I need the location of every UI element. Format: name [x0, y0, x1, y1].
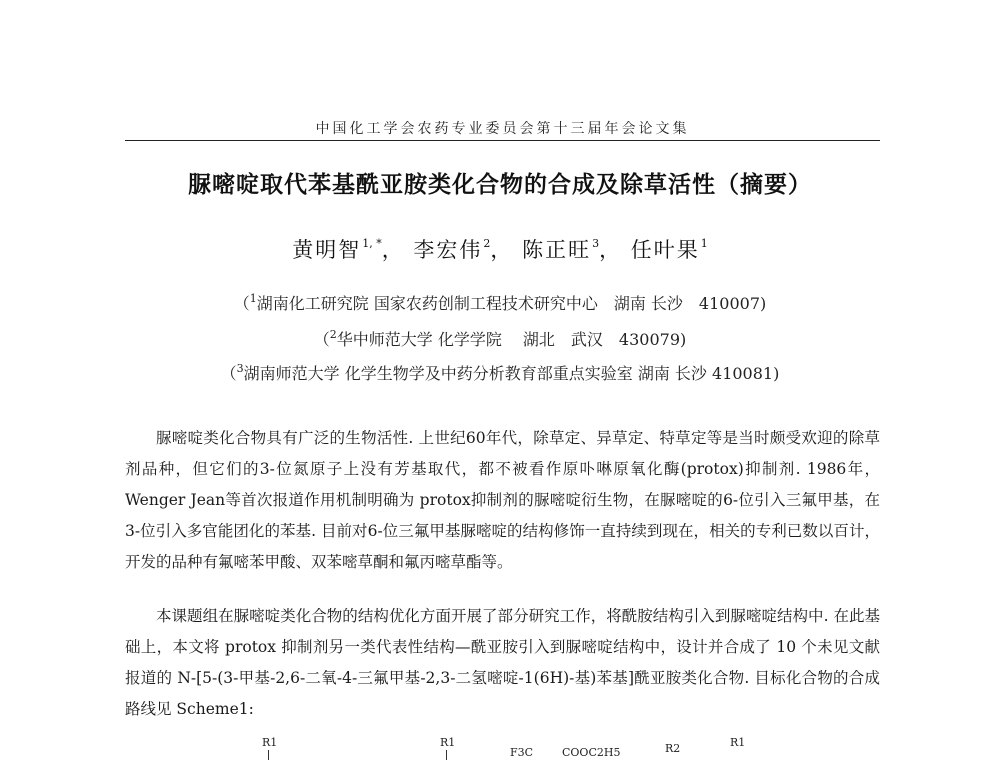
body-paragraph-2 [125, 601, 880, 725]
author-name: 黄明智 [292, 238, 362, 262]
scheme-bond [268, 750, 269, 760]
author-name: 任叶果 [630, 238, 700, 262]
author-separator: ， [490, 238, 514, 262]
author-separator: ， [599, 238, 623, 262]
affiliation-2 [100, 327, 900, 350]
affiliation-text: 湖南化工研究院 国家农药创制工程技术研究中心 湖南 长沙 410007) [256, 294, 767, 313]
running-header: 中国化工学会农药专业委员会第十三届年会论文集 [315, 121, 690, 137]
scheme-label: R1 [440, 736, 456, 749]
scheme-1-fragment [240, 736, 760, 760]
affiliation-3 [100, 361, 900, 384]
author-affil-mark: 3 [592, 237, 600, 250]
author-separator: ， [381, 238, 405, 262]
scheme-label: COOC2H5 [562, 746, 621, 759]
scheme-label: F3C [510, 746, 534, 759]
author-affil-mark: 1 [700, 237, 708, 250]
author-affil-mark: 2 [483, 237, 491, 250]
affiliation-number: 2 [329, 328, 337, 341]
body-paragraph-1 [125, 423, 880, 578]
scheme-label: R1 [730, 736, 746, 749]
scheme-bond [446, 750, 447, 760]
affiliation-open-paren: （ [233, 294, 250, 313]
header-rule [125, 140, 880, 141]
affiliation-text: 华中师范大学 化学学院 湖北 武汉 430079) [336, 330, 687, 349]
affiliation-number: 1 [249, 292, 257, 305]
affiliation-open-paren: （ [220, 364, 237, 383]
author-list [100, 234, 900, 264]
scheme-label: R2 [665, 742, 681, 755]
scheme-label: R1 [262, 736, 278, 749]
paper-title: 脲嘧啶取代苯基酰亚胺类化合物的合成及除草活性（摘要） [188, 172, 812, 198]
affiliation-1 [100, 291, 900, 314]
affiliation-text: 湖南师范大学 化学生物学及中药分析教育部重点实验室 湖南 长沙 410081) [243, 364, 780, 383]
affiliation-number: 3 [236, 362, 244, 375]
affiliation-open-paren: （ [313, 330, 330, 349]
author-name: 李宏伟 [413, 238, 483, 262]
author-affil-mark: 1, * [362, 237, 382, 250]
paragraph-text: 脲嘧啶类化合物具有广泛的生物活性. 上世纪60年代，除草定、异草定、特草定等是当时颇受欢迎的除草剂品种，但它们的3-位氮原子上没有芳基取代，都不被看作原卟啉原氧化酶(protox)抑制剂. 1986年，Wenger Jean等首次报道作用机制明确为 protox抑制剂的脲嘧啶衍生物，在脲嘧啶的6-位引入三氟甲基，在3-位引入多官能团化的苯基. 目前对6-位三氟甲基脲嘧啶的结构修饰一直持续到现在，相关的专利已数以百计，开发的品种有氟嘧苯甲酸、双苯嘧草酮和氟丙嘧草酯等。 [125, 429, 880, 571]
author-name: 陈正旺 [522, 238, 592, 262]
paragraph-text: 本课题组在脲嘧啶类化合物的结构优化方面开展了部分研究工作，将酰胺结构引入到脲嘧啶结构中. 在此基础上，本文将 protox 抑制剂另一类代表性结构—酰亚胺引入到脲嘧啶结构中，设计并合成了 10 个未见文献报道的 N-[5-(3-甲基-2,6-二氧-4-三氟甲基-2,3-二氢嘧啶-1(6H)-基)苯基]酰亚胺类化合物. 目标化合物的合成路线见 Scheme1: [125, 607, 880, 718]
